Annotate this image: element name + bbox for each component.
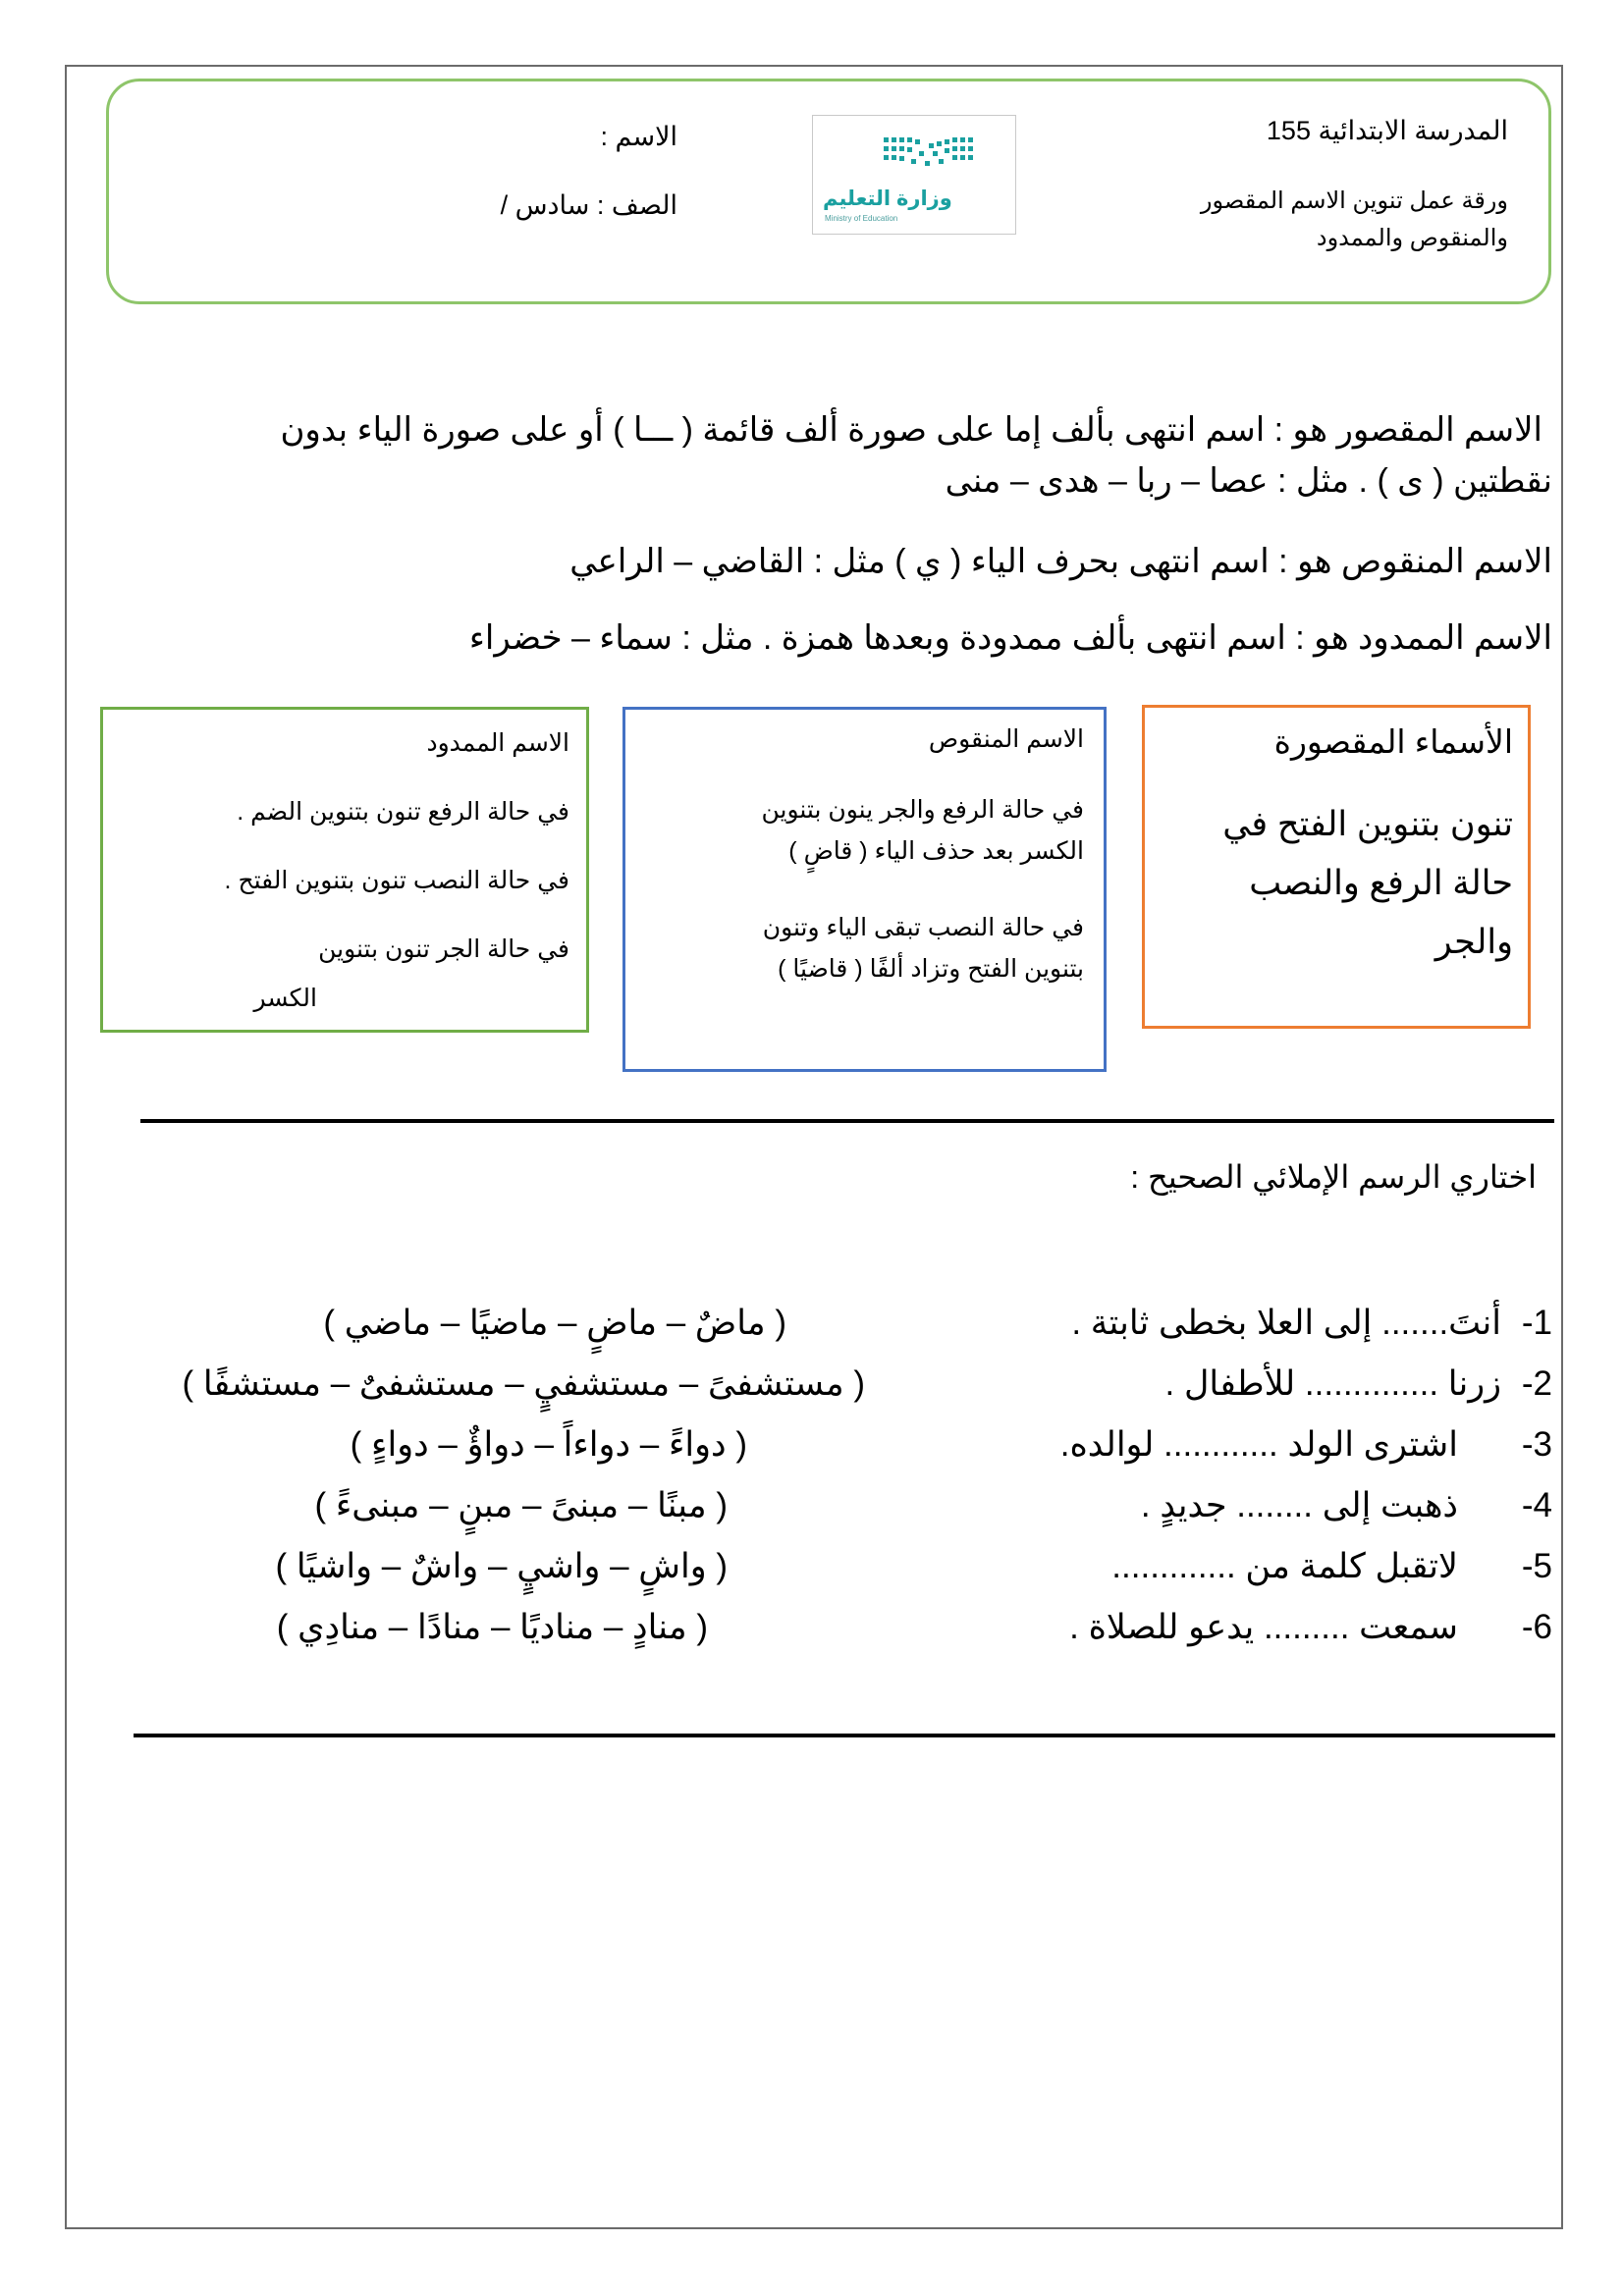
question-text: أنتَ....... إلى العلا بخطى ثابتة . (1071, 1304, 1501, 1342)
ministry-logo (812, 115, 1016, 235)
mamdud-rule-nasb: في حالة النصب تنون بتنوين الفتح . (224, 867, 569, 894)
question-number: 1- (1521, 1304, 1552, 1342)
question-options: ( ماضٌ – ماضٍ – ماضيًا – ماضي ) (323, 1304, 786, 1342)
question-text: لاتقبل كلمة من ............. (1111, 1547, 1458, 1585)
question-number: 2- (1521, 1364, 1552, 1403)
mamdud-rule-raf: في حالة الرفع تنون بتنوين الضم . (237, 798, 569, 826)
definition-manqus: الاسم المنقوص هو : اسم انتهى بحرف الياء ( ي ) مثل : القاضي – الراعي (569, 543, 1552, 580)
manqus-box-title: الاسم المنقوص (928, 725, 1084, 753)
question-text: سمعت ......... يدعو للصلاة . (1069, 1608, 1458, 1646)
question-text: زرنا .............. للأطفال . (1164, 1364, 1501, 1403)
logo-dots-icon (813, 116, 1015, 185)
worksheet-title: ورقة عمل تنوين الاسم المقصور (1200, 187, 1508, 214)
mamdud-rule-jarr-cont: الكسر (253, 985, 317, 1012)
maqsura-rule-line3: والجر (1434, 923, 1513, 961)
manqus-rule-nasb: في حالة النصب تبقى الياء وتنون (762, 914, 1084, 941)
question-number: 4- (1521, 1486, 1552, 1524)
maqsura-rule-line1: تنون بتنوين الفتح في (1222, 805, 1513, 843)
question-text: اشترى الولد ............ لوالده. (1059, 1425, 1458, 1464)
exercise-instruction: اختاري الرسم الإملائي الصحيح : (1130, 1159, 1537, 1195)
question-number: 5- (1521, 1547, 1552, 1585)
question-number: 6- (1521, 1608, 1552, 1646)
question-options: ( دواءً – دواءاً – دواؤٌ – دواءٍ ) (350, 1425, 747, 1464)
logo-english-text: Ministry of Education (825, 214, 898, 223)
school-name: المدرسة الابتدائية 155 (1266, 116, 1508, 145)
question-options: ( مستشفىً – مستشفيٍ – مستشفىٌ – مستشفًا ) (182, 1364, 865, 1403)
manqus-rule-nasb-cont: بتنوين الفتح وتزاد ألفًا ( قاضيًا ) (778, 955, 1084, 983)
definition-mamdud: الاسم الممدود هو : اسم انتهى بألف ممدودة وبعدها همزة . مثل : سماء – خضراء (468, 619, 1552, 657)
manqus-box (622, 707, 1107, 1072)
divider-top (140, 1119, 1554, 1123)
divider-bottom (134, 1734, 1555, 1737)
student-name-label: الاسم : (600, 122, 677, 151)
worksheet-title-cont: والمنقوص والممدود (1316, 225, 1508, 251)
question-options: ( مبنًا – مبنىً – مبنٍ – مبنىءً ) (314, 1486, 728, 1524)
maqsura-rule-line2: حالة الرفع والنصب (1249, 864, 1513, 902)
maqsura-box-title: الأسماء المقصورة (1273, 723, 1513, 760)
mamdud-box-title: الاسم الممدود (426, 729, 569, 757)
page-border (65, 65, 1563, 2229)
class-label: الصف : سادس / (500, 190, 677, 220)
definition-maqsur: الاسم المقصور هو : اسم انتهى بألف إما على صورة ألف قائمة ( ـــا ) أو على صورة الياء بدون (280, 411, 1542, 449)
question-options: ( واشٍ – واشيٍ – واشٌ – واشيًا ) (275, 1547, 728, 1585)
question-options: ( منادٍ – مناديًا – منادًا – منادِي ) (276, 1608, 708, 1646)
manqus-rule-raf-jarr-cont: الكسر بعد حذف الياء ( قاضٍ ) (788, 837, 1084, 865)
definition-maqsur-cont: نقطتين ( ى ) . مثل : عصا – ربا – هدى – منى (945, 462, 1552, 500)
manqus-rule-raf-jarr: في حالة الرفع والجر ينون بتنوين (761, 796, 1084, 824)
question-text: ذهبت إلى ........ جديدٍ . (1140, 1486, 1458, 1524)
question-number: 3- (1521, 1425, 1552, 1464)
logo-arabic-text: وزارة التعليم (823, 187, 952, 210)
mamdud-rule-jarr: في حالة الجر تنون بتنوين (318, 935, 569, 963)
